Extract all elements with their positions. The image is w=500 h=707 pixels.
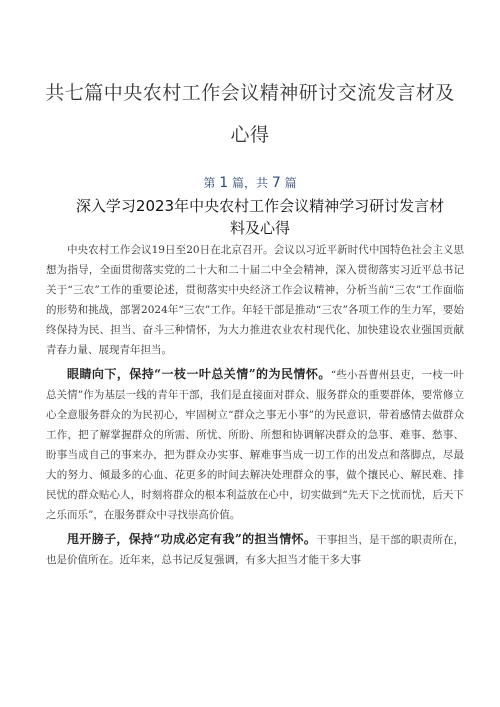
article-title: 深入学习2023年中央农村工作会议精神学习研讨发言材料及心得 — [75, 197, 445, 237]
paragraph-responsibility-text: 干事担当，是干部的职责所在，也是价值所在。近年来，总书记反复强调，有多大担当才能干多大事 — [46, 534, 465, 566]
counter-suffix: 篇 — [284, 176, 297, 190]
article-counter — [0, 174, 500, 191]
counter-prefix: 第 — [203, 176, 216, 190]
paragraph-intro-text: 中央农村工作会议19日至20日在北京召开。会议以习近平新时代中国特色社会主义思想为指导，全面贯彻落实党的二十大和二十届二中全会精神，深入贯彻落实习近平总书记关于“三农”工作的重要论述，贯彻落实中央经济工作会议精神，分析当前“三农”工作面临的形势和挑战，部署2024年“三农”工作。年轻干部是推动“三农”各项工作的生力军，要始终保持为民、担当、奋斗三种情怀，为大力推进农业农村现代化、加快建设农业强国贡献青春力量、展现青年担当。 — [46, 244, 464, 356]
counter-middle: 篇，共 — [231, 176, 268, 190]
paragraph-responsibility — [46, 529, 464, 570]
counter-total: 7 — [271, 175, 281, 191]
document-main-title: 共七篇中央农村工作会议精神研讨交流发言材及心得 — [45, 82, 455, 146]
article-body — [46, 240, 464, 570]
counter-current: 1 — [219, 175, 229, 191]
paragraph-people-first — [46, 364, 464, 525]
paragraph-people-first-heading: 眼睛向下，保持“一枝一叶总关情”的为民情怀。 — [67, 367, 331, 381]
paragraph-intro — [46, 240, 464, 360]
paragraph-responsibility-heading: 甩开膀子，保持“功成必定有我”的担当情怀。 — [67, 532, 317, 546]
paragraph-people-first-text: “些小吾曹州县吏，一枝一叶总关情”作为基层一线的青年干部，我们是直接面对群众、服务群众的重要群体，要常修立心全意服务群众的为民初心，牢固树立“群众之事无小事”的为民意识，带着感情去做群众工作，把了解掌握群众的所需、所忧、所盼、所想和协调解决群众的急事、难事、愁事、盼事当成自己的事来办，把为群众办实事、解难事当成一切工作的出发点和落脚点，尽最大的努力、倾最多的心血、花更多的时间去解决处理群众的事，做个攘民心、解民难、排民忧的群众贴心人，时刻将群众的根本利益放在心中，切实做到“先天下之忧而忧，后天下之乐而乐”，在服务群众中寻找崇高价值。 — [46, 369, 465, 521]
